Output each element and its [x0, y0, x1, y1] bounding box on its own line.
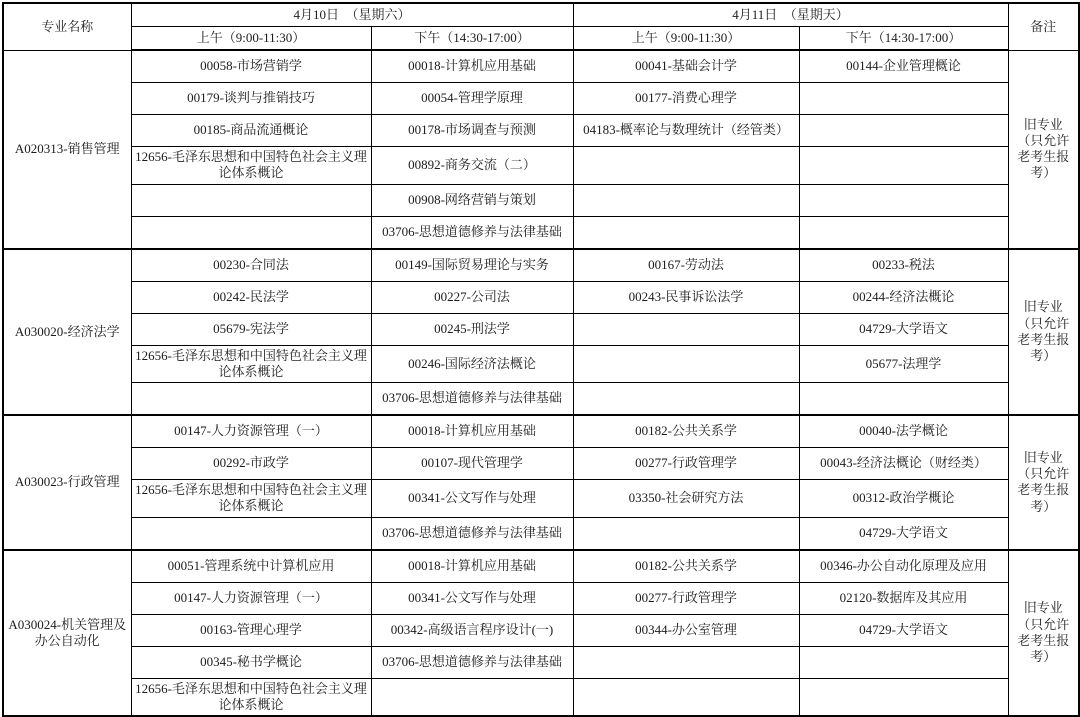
header-day1-am: 上午（9:00-11:30） [131, 27, 371, 51]
empty-cell [573, 147, 799, 185]
course-cell: 00908-网络营销与策划 [371, 184, 573, 216]
course-cell: 03706-思想道德修养与法律基础 [371, 216, 573, 249]
empty-cell [131, 216, 371, 249]
empty-cell [799, 83, 1008, 115]
empty-cell [573, 216, 799, 249]
course-cell: 00043-经济法概论（财经类） [799, 448, 1008, 480]
course-cell: 04729-大学语文 [799, 614, 1008, 646]
empty-cell [799, 678, 1008, 716]
course-cell: 12656-毛泽东思想和中国特色社会主义理论体系概论 [131, 147, 371, 185]
course-cell: 00182-公共关系学 [573, 550, 799, 583]
course-cell: 00051-管理系统中计算机应用 [131, 550, 371, 583]
table-row [3, 216, 1079, 249]
course-cell: 05679-宪法学 [131, 313, 371, 345]
empty-cell [799, 383, 1008, 416]
table-header [3, 3, 1079, 50]
header-day2-am: 上午（9:00-11:30） [573, 27, 799, 51]
course-cell: 00344-办公室管理 [573, 614, 799, 646]
remark-cell: 旧专业（只允许老考生报考） [1008, 550, 1079, 717]
table-row [3, 313, 1079, 345]
table-row [3, 550, 1079, 583]
course-cell: 00342-高级语言程序设计(一) [371, 614, 573, 646]
course-cell: 00892-商务交流（二） [371, 147, 573, 185]
course-cell: 00040-法学概论 [799, 415, 1008, 448]
table-row [3, 345, 1079, 383]
course-cell: 00179-谈判与推销技巧 [131, 83, 371, 115]
course-cell: 04729-大学语文 [799, 517, 1008, 550]
table-row [3, 448, 1079, 480]
course-cell: 00144-企业管理概论 [799, 50, 1008, 83]
course-cell: 03350-社会研究方法 [573, 480, 799, 518]
course-cell: 03706-思想道德修养与法律基础 [371, 646, 573, 678]
header-remark: 备注 [1008, 3, 1079, 50]
table-row [3, 83, 1079, 115]
header-day2-pm: 下午（14:30-17:00） [799, 27, 1008, 51]
table-row [3, 582, 1079, 614]
course-cell: 00182-公共关系学 [573, 415, 799, 448]
schedule-body [3, 50, 1079, 716]
table-row [3, 480, 1079, 518]
course-cell: 00041-基础会计学 [573, 50, 799, 83]
course-cell: 04729-大学语文 [799, 313, 1008, 345]
header-day1: 4月10日 （星期六） [131, 3, 573, 27]
course-cell: 00345-秘书学概论 [131, 646, 371, 678]
table-row [3, 646, 1079, 678]
empty-cell [573, 383, 799, 416]
course-cell: 00185-商品流通概论 [131, 115, 371, 147]
course-cell: 00346-办公自动化原理及应用 [799, 550, 1008, 583]
course-cell: 03706-思想道德修养与法律基础 [371, 383, 573, 416]
header-day1-pm: 下午（14:30-17:00） [371, 27, 573, 51]
course-cell: 00230-合同法 [131, 249, 371, 282]
header-session-row [3, 27, 1079, 51]
course-cell: 00233-税法 [799, 249, 1008, 282]
remark-cell: 旧专业（只允许老考生报考） [1008, 415, 1079, 550]
course-cell: 00244-经济法概论 [799, 281, 1008, 313]
table-row [3, 249, 1079, 282]
course-cell: 03706-思想道德修养与法律基础 [371, 517, 573, 550]
course-cell: 12656-毛泽东思想和中国特色社会主义理论体系概论 [131, 480, 371, 518]
empty-cell [573, 345, 799, 383]
course-cell: 00018-计算机应用基础 [371, 50, 573, 83]
empty-cell [799, 115, 1008, 147]
table-row [3, 147, 1079, 185]
empty-cell [573, 313, 799, 345]
empty-cell [573, 517, 799, 550]
course-cell: 04183-概率论与数理统计（经管类） [573, 115, 799, 147]
course-cell: 00341-公文写作与处理 [371, 480, 573, 518]
course-cell: 02120-数据库及其应用 [799, 582, 1008, 614]
course-cell: 00018-计算机应用基础 [371, 415, 573, 448]
major-name-cell: A030024-机关管理及办公自动化 [3, 550, 131, 717]
empty-cell [573, 184, 799, 216]
course-cell: 00018-计算机应用基础 [371, 550, 573, 583]
course-cell: 00242-民法学 [131, 281, 371, 313]
course-cell: 12656-毛泽东思想和中国特色社会主义理论体系概论 [131, 678, 371, 716]
table-row [3, 281, 1079, 313]
course-cell: 00277-行政管理学 [573, 582, 799, 614]
table-row [3, 50, 1079, 83]
major-name-cell: A030023-行政管理 [3, 415, 131, 550]
course-cell: 00292-市政学 [131, 448, 371, 480]
header-day-row [3, 3, 1079, 27]
course-cell: 00246-国际经济法概论 [371, 345, 573, 383]
table-row [3, 678, 1079, 716]
course-cell: 00167-劳动法 [573, 249, 799, 282]
course-cell: 00054-管理学原理 [371, 83, 573, 115]
empty-cell [799, 147, 1008, 185]
major-name-cell: A020313-销售管理 [3, 50, 131, 249]
table-row [3, 517, 1079, 550]
table-row [3, 184, 1079, 216]
header-day2: 4月11日 （星期天） [573, 3, 1008, 27]
remark-cell: 旧专业（只允许老考生报考） [1008, 50, 1079, 249]
empty-cell [131, 517, 371, 550]
course-cell: 00163-管理心理学 [131, 614, 371, 646]
table-row [3, 415, 1079, 448]
empty-cell [573, 678, 799, 716]
course-cell: 00149-国际贸易理论与实务 [371, 249, 573, 282]
course-cell: 00147-人力资源管理（一） [131, 582, 371, 614]
remark-cell: 旧专业（只允许老考生报考） [1008, 249, 1079, 416]
table-row [3, 383, 1079, 416]
course-cell: 00341-公文写作与处理 [371, 582, 573, 614]
empty-cell [371, 678, 573, 716]
course-cell: 00277-行政管理学 [573, 448, 799, 480]
table-row [3, 614, 1079, 646]
course-cell: 00178-市场调查与预测 [371, 115, 573, 147]
empty-cell [799, 216, 1008, 249]
course-cell: 00058-市场营销学 [131, 50, 371, 83]
empty-cell [799, 184, 1008, 216]
exam-schedule-table [2, 2, 1080, 717]
course-cell: 00245-刑法学 [371, 313, 573, 345]
header-major-name: 专业名称 [3, 3, 131, 50]
course-cell: 00147-人力资源管理（一） [131, 415, 371, 448]
course-cell: 00312-政治学概论 [799, 480, 1008, 518]
course-cell: 05677-法理学 [799, 345, 1008, 383]
course-cell: 00227-公司法 [371, 281, 573, 313]
table-row [3, 115, 1079, 147]
empty-cell [131, 184, 371, 216]
course-cell: 00243-民事诉讼法学 [573, 281, 799, 313]
course-cell: 00107-现代管理学 [371, 448, 573, 480]
empty-cell [131, 383, 371, 416]
course-cell: 12656-毛泽东思想和中国特色社会主义理论体系概论 [131, 345, 371, 383]
empty-cell [799, 646, 1008, 678]
course-cell: 00177-消费心理学 [573, 83, 799, 115]
empty-cell [573, 646, 799, 678]
major-name-cell: A030020-经济法学 [3, 249, 131, 416]
